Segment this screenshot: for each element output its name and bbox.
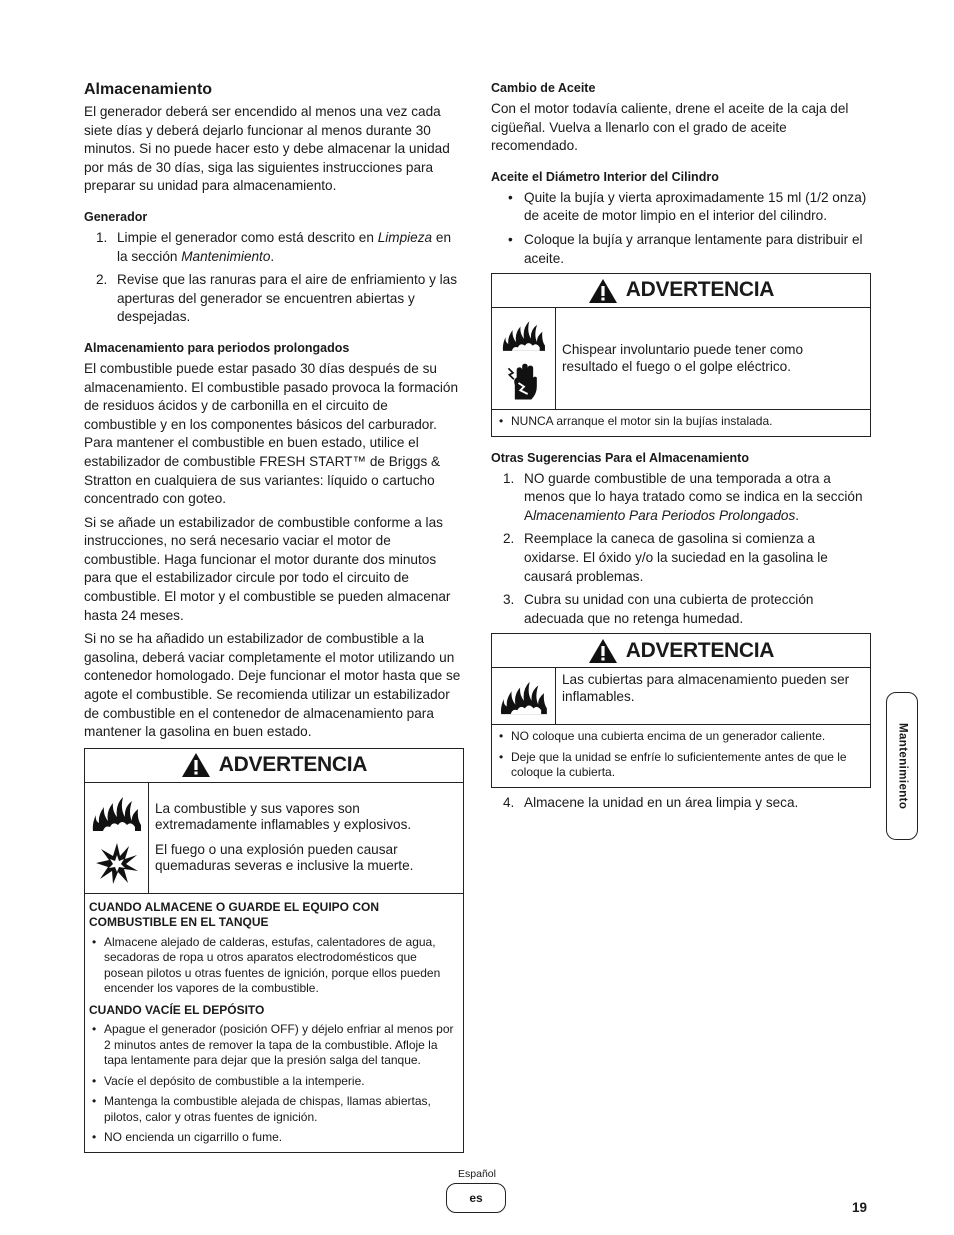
warning-triangle-icon xyxy=(181,752,211,778)
paragraph: Si se añade un estabilizador de combustible conforme a las instrucciones, no será necesario vaciar el motor de combustible. Haga funcionar el motor durante dos minutos para que el estabilizador circule por todo el circuito de combustible. El motor y el combustible se pueden almacenar hasta 24 meses. xyxy=(84,514,451,623)
right-column xyxy=(491,80,871,818)
warning-text: Chispear involuntario puede tener como resultado el fuego o el golpe eléctrico. xyxy=(562,342,804,374)
heading-cilindro: Aceite el Diámetro Interior del Cilindro xyxy=(491,169,719,184)
left-column xyxy=(84,80,464,1161)
heading-cambio-aceite: Cambio de Aceite xyxy=(491,81,596,95)
list-item: 3. Cubra su unidad con una cubierta de protección adecuada que no retenga humedad. xyxy=(503,592,814,626)
list-item: 1. Limpie el generador como está descrito en Limpieza en la sección Mantenimiento. xyxy=(96,229,452,264)
list-item: • Coloque la bujía y arranque lentamente para distribuir el aceite. xyxy=(491,231,871,268)
fire-icon xyxy=(498,316,550,353)
list-item: 2. Revise que las ranuras para el aire de enfriamiento y las aperturas del generador se encuentren abiertas y despejadas. xyxy=(96,272,458,325)
electric-shock-icon xyxy=(504,361,544,401)
heading-prolongados: Almacenamiento para periodos prolongados xyxy=(84,340,350,355)
list-item: • NO encienda un cigarrillo o fume. xyxy=(89,1130,457,1146)
fire-icon xyxy=(91,791,143,833)
warning-text: Las cubiertas para almacenamiento pueden ser inflamables. xyxy=(562,672,850,704)
paragraph: Si no se ha añadido un estabilizador de combustible a la gasolina, deberá vaciar completamente el motor utilizando un contenedor homologado. Deje funcionar el motor hasta que se agote el combustible. Se recomienda utilizar un estabilizador de combustible en el contenedor de almacenamiento para mantener la gasolina en buen estado. xyxy=(84,631,461,740)
list-item: • NO coloque una cubierta encima de un generador caliente. xyxy=(496,729,864,745)
list-item: • NUNCA arranque el motor sin la bujías instalada. xyxy=(496,414,864,430)
generador-steps xyxy=(84,229,464,327)
warning-header: ADVERTENCIA xyxy=(85,749,463,783)
list-item: 1. NO guarde combustible de una temporada a otra a menos que lo haya tratado como se indica en la sección Almacenamiento Para Periodos Prolongados. xyxy=(503,470,863,523)
paragraph: Con el motor todavía caliente, drene el aceite de la caja del cigüeñal. Vuelva a llenarlo con el grado de aceite recomendado. xyxy=(491,101,849,154)
list-item: • Mantenga la combustible alejada de chispas, llamas abiertas, pilotos, calor y otras fuentes de ignición. xyxy=(89,1094,457,1125)
section-side-tab: Mantenimiento xyxy=(886,692,918,840)
list-item: • Vacíe el depósito de combustible a la intemperie. xyxy=(89,1074,457,1090)
warning-triangle-icon xyxy=(588,638,618,664)
page-number: 19 xyxy=(852,1200,868,1215)
warning-caption: CUANDO ALMACENE O GUARDE EL EQUIPO CON COMBUSTIBLE EN EL TANQUE xyxy=(89,899,380,930)
list-item: • Apague el generador (posición OFF) y déjelo enfriar al menos por 2 minutos antes de remover la tapa de la combustible. Afloje la tapa lentamente para dejar que la presión salga del tanque. xyxy=(89,1022,457,1069)
warning-triangle-icon xyxy=(588,278,618,304)
heading-generador: Generador xyxy=(84,209,148,224)
warning-box-fuel xyxy=(84,748,464,1153)
list-item: • Deje que la unidad se enfríe lo suficientemente antes de que le coloque la cubierta. xyxy=(496,750,864,781)
explosion-icon xyxy=(95,841,139,885)
paragraph: El combustible puede estar pasado 30 días después de su almacenamiento. El combustible pasado provoca la formación de residuos ácidos y de carbonilla en el circuito de combustible y en los componentes básicos del carburador. Para mantener el combustible en buen estado, utilice el estabilizador de combustible FRESH START™ de Briggs & Stratton en cualquiera de sus variantes: líquido o cartucho concentrado con goteo. xyxy=(84,360,459,507)
warning-box-spark xyxy=(491,273,871,437)
warning-header: ADVERTENCIA xyxy=(492,634,870,668)
warning-box-cover xyxy=(491,633,871,788)
list-item: 2. Reemplace la caneca de gasolina si comienza a oxidarse. El óxido y/o la suciedad en la gasolina le causará problemas. xyxy=(503,531,828,584)
list-item: • Almacene alejado de calderas, estufas, calentadores de agua, secadoras de ropa u otros aparatos electrodomésticos que posean pilotos u otras fuentes de ignición, porque ellos pueden encender los vapores de la combustible. xyxy=(89,935,457,997)
fire-icon xyxy=(498,676,550,716)
warning-text: El fuego o una explosión pueden causar quemaduras severas e inclusive la muerte. xyxy=(155,841,414,874)
list-item: 4. Almacene la unidad en un área limpia y seca. xyxy=(503,794,799,810)
heading-otras-sugerencias: Otras Sugerencias Para el Almacenamiento xyxy=(491,450,749,465)
intro-paragraph: El generador deberá ser encendido al menos una vez cada siete días y deberá dejarlo funcionar al menos durante 30 minutos. Si no puede hacer esto y debe almacenar la unidad por más de 30 días, siga las siguientes instrucciones para preparar su unidad para almacenamiento. xyxy=(84,104,450,194)
language-tab: es xyxy=(446,1183,506,1213)
list-item: • Quite la bujía y vierta aproximadamente 15 ml (1/2 onza) de aceite de motor limpio en el interior del cilindro. xyxy=(491,189,871,226)
language-label: Español xyxy=(458,1168,496,1180)
warning-caption: CUANDO VACÍE EL DEPÓSITO xyxy=(89,1002,265,1017)
warning-text: La combustible y sus vapores son extremadamente inflamables y explosivos. xyxy=(155,800,412,833)
section-title-almacenamiento: Almacenamiento xyxy=(84,81,213,98)
warning-header: ADVERTENCIA xyxy=(492,274,870,308)
